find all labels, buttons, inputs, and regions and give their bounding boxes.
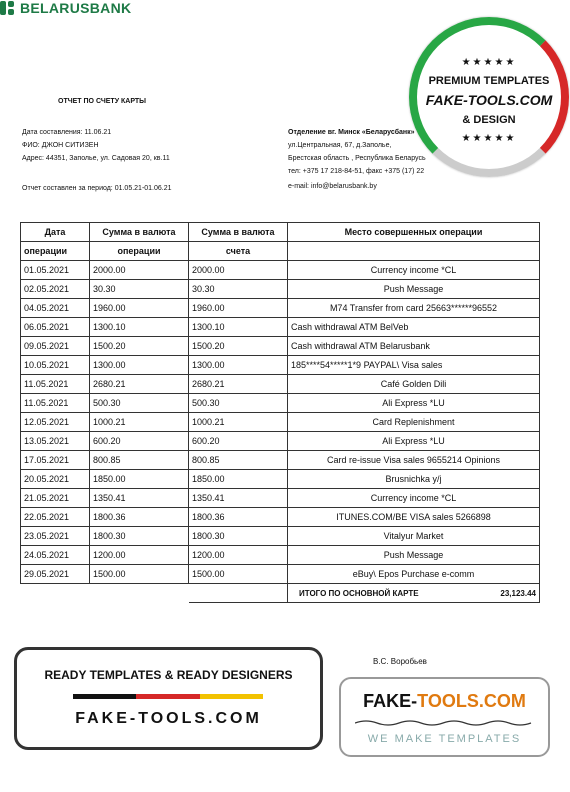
- table-row: [21, 527, 540, 546]
- ready-bar-yellow: [200, 694, 263, 699]
- row-place: Ali Express *LU: [288, 432, 540, 451]
- row-date: 01.05.2021: [21, 261, 90, 280]
- row-place: eBuy\ Epos Purchase e-comm: [288, 565, 540, 584]
- branch-name: Отделение вг. Минск «Беларусбанк»: [288, 129, 415, 136]
- row-amount-acc: 1200.00: [189, 546, 288, 565]
- row-date: 09.05.2021: [21, 337, 90, 356]
- table-row: [21, 356, 540, 375]
- ready-line2: FAKE-TOOLS.COM: [75, 710, 262, 727]
- row-place: Push Message: [288, 280, 540, 299]
- ft-wave-icon: [355, 719, 534, 727]
- table-row: [21, 508, 540, 527]
- branch-email: e-mail: info@belarusbank.by: [288, 183, 377, 190]
- watermark-ready-templates: [14, 647, 323, 750]
- bank-logo-icon: [0, 1, 14, 15]
- table-row: [21, 337, 540, 356]
- row-amount-op: 2680.21: [90, 375, 189, 394]
- row-amount-acc: 600.20: [189, 432, 288, 451]
- row-amount-acc: 1350.41: [189, 489, 288, 508]
- subheader-date: операции: [21, 242, 90, 261]
- ready-line1: READY TEMPLATES & READY DESIGNERS: [44, 668, 293, 682]
- table-row: [21, 470, 540, 489]
- row-amount-op: 30.30: [90, 280, 189, 299]
- row-date: 23.05.2021: [21, 527, 90, 546]
- branch-phone: тел: +375 17 218-84-51, факс +375 (17) 22: [288, 168, 425, 175]
- ready-bar-red: [136, 694, 199, 699]
- table-row: [21, 280, 540, 299]
- watermark-seal: [409, 17, 569, 177]
- row-date: 06.05.2021: [21, 318, 90, 337]
- row-date: 11.05.2021: [21, 394, 90, 413]
- row-amount-op: 1300.10: [90, 318, 189, 337]
- seal-stars-bottom: ★★★★★: [461, 133, 517, 144]
- table-row: [21, 451, 540, 470]
- transactions-table: [20, 222, 540, 603]
- signature-name: В.С. Воробьев: [373, 657, 427, 666]
- header-date: Дата: [21, 223, 90, 242]
- table-row: [21, 318, 540, 337]
- row-date: 10.05.2021: [21, 356, 90, 375]
- row-date: 11.05.2021: [21, 375, 90, 394]
- subheader-amount-op: операции: [90, 242, 189, 261]
- table-header-row: [21, 223, 540, 242]
- document-title: ОТЧЕТ ПО СЧЕТУ КАРТЫ: [58, 98, 147, 105]
- seal-line2: FAKE-TOOLS.COM: [425, 92, 553, 108]
- total-cell: [288, 584, 540, 603]
- branch-street: ул.Центральная, 67, д.Заполье,: [288, 142, 392, 149]
- row-amount-op: 2000.00: [90, 261, 189, 280]
- total-label: ИТОГО ПО ОСНОВНОЙ КАРТЕ: [299, 588, 419, 598]
- row-amount-acc: 1800.30: [189, 527, 288, 546]
- row-amount-acc: 1850.00: [189, 470, 288, 489]
- row-date: 21.05.2021: [21, 489, 90, 508]
- row-place: Card re-issue Visa sales 9655214 Opinions: [288, 451, 540, 470]
- table-row: [21, 394, 540, 413]
- branch-region: Брестская область , Республика Беларусь: [288, 155, 426, 162]
- row-date: 17.05.2021: [21, 451, 90, 470]
- table-row: [21, 375, 540, 394]
- row-amount-op: 1800.36: [90, 508, 189, 527]
- table-row: [21, 432, 540, 451]
- row-amount-acc: 1000.21: [189, 413, 288, 432]
- row-amount-op: 1000.21: [90, 413, 189, 432]
- row-amount-op: 1960.00: [90, 299, 189, 318]
- row-amount-op: 1800.30: [90, 527, 189, 546]
- row-amount-op: 1200.00: [90, 546, 189, 565]
- total-value: 23,123.44: [500, 588, 536, 598]
- bank-logo: [0, 0, 570, 16]
- row-place: 185****54*****1*9 PAYPAL\ Visa sales: [288, 356, 540, 375]
- row-amount-acc: 2680.21: [189, 375, 288, 394]
- row-date: 13.05.2021: [21, 432, 90, 451]
- header-place: Место совершенных операции: [288, 223, 540, 242]
- row-place: Café Golden Dili: [288, 375, 540, 394]
- table-subheader-row: [21, 242, 540, 261]
- seal-stars-top: ★★★★★: [461, 57, 517, 68]
- row-date: 22.05.2021: [21, 508, 90, 527]
- row-amount-op: 800.85: [90, 451, 189, 470]
- row-amount-op: 600.20: [90, 432, 189, 451]
- table-row: [21, 565, 540, 584]
- row-place: Cash withdrawal ATM Belarusbank: [288, 337, 540, 356]
- total-row: [21, 584, 540, 603]
- row-place: Vitalyur Market: [288, 527, 540, 546]
- row-place: Brusnichka y/j: [288, 470, 540, 489]
- table-row: [21, 489, 540, 508]
- row-amount-op: 500.30: [90, 394, 189, 413]
- row-place: Push Message: [288, 546, 540, 565]
- row-date: 04.05.2021: [21, 299, 90, 318]
- row-amount-op: 1300.00: [90, 356, 189, 375]
- client-address: Адрес: 44351, Заполье, ул. Садовая 20, кв.11: [22, 155, 170, 162]
- row-amount-acc: 1300.10: [189, 318, 288, 337]
- row-place: Cash withdrawal ATM BelVeb: [288, 318, 540, 337]
- row-amount-acc: 500.30: [189, 394, 288, 413]
- row-amount-acc: 30.30: [189, 280, 288, 299]
- row-amount-acc: 2000.00: [189, 261, 288, 280]
- ready-bar-black: [73, 694, 136, 699]
- row-place: Currency income *CL: [288, 489, 540, 508]
- table-row: [21, 299, 540, 318]
- subheader-place: [288, 242, 540, 261]
- row-amount-acc: 1800.36: [189, 508, 288, 527]
- report-period: Отчет составлен за период: 01.05.21-01.06.21: [22, 185, 172, 192]
- client-date: Дата составления: 11.06.21: [22, 129, 112, 136]
- row-place: Card Replenishment: [288, 413, 540, 432]
- ft-title-part: FAKE-: [363, 691, 418, 711]
- row-amount-acc: 1960.00: [189, 299, 288, 318]
- row-amount-op: 1350.41: [90, 489, 189, 508]
- client-name: ФИО: ДЖОН СИТИЗЕН: [22, 142, 99, 149]
- row-date: 02.05.2021: [21, 280, 90, 299]
- row-date: 20.05.2021: [21, 470, 90, 489]
- table-row: [21, 413, 540, 432]
- row-date: 29.05.2021: [21, 565, 90, 584]
- row-amount-acc: 800.85: [189, 451, 288, 470]
- ready-flag-bar: [73, 694, 263, 699]
- row-place: ITUNES.COM/BE VISA sales 5266898: [288, 508, 540, 527]
- row-amount-op: 1500.00: [90, 565, 189, 584]
- row-place: Currency income *CL: [288, 261, 540, 280]
- row-date: 12.05.2021: [21, 413, 90, 432]
- ft-line1: [341, 691, 548, 712]
- row-amount-acc: 1500.00: [189, 565, 288, 584]
- row-amount-acc: 1300.00: [189, 356, 288, 375]
- header-amount-acc: Сумма в валюта: [189, 223, 288, 242]
- table-row: [21, 261, 540, 280]
- row-place: M74 Transfer from card 25663******96552: [288, 299, 540, 318]
- ft-title-accent: TOOLS.COM: [417, 691, 526, 711]
- subheader-amount-acc: счета: [189, 242, 288, 261]
- header-amount-op: Сумма в валюта: [90, 223, 189, 242]
- row-amount-op: 1850.00: [90, 470, 189, 489]
- bank-name: BELARUSBANK: [20, 0, 132, 16]
- seal-line3: & DESIGN: [462, 114, 516, 126]
- ft-line2: WE MAKE TEMPLATES: [367, 733, 522, 745]
- seal-line1: PREMIUM TEMPLATES: [428, 75, 550, 87]
- row-amount-acc: 1500.20: [189, 337, 288, 356]
- row-place: Ali Express *LU: [288, 394, 540, 413]
- row-amount-op: 1500.20: [90, 337, 189, 356]
- table-row: [21, 546, 540, 565]
- watermark-fake-tools: [339, 677, 550, 757]
- row-date: 24.05.2021: [21, 546, 90, 565]
